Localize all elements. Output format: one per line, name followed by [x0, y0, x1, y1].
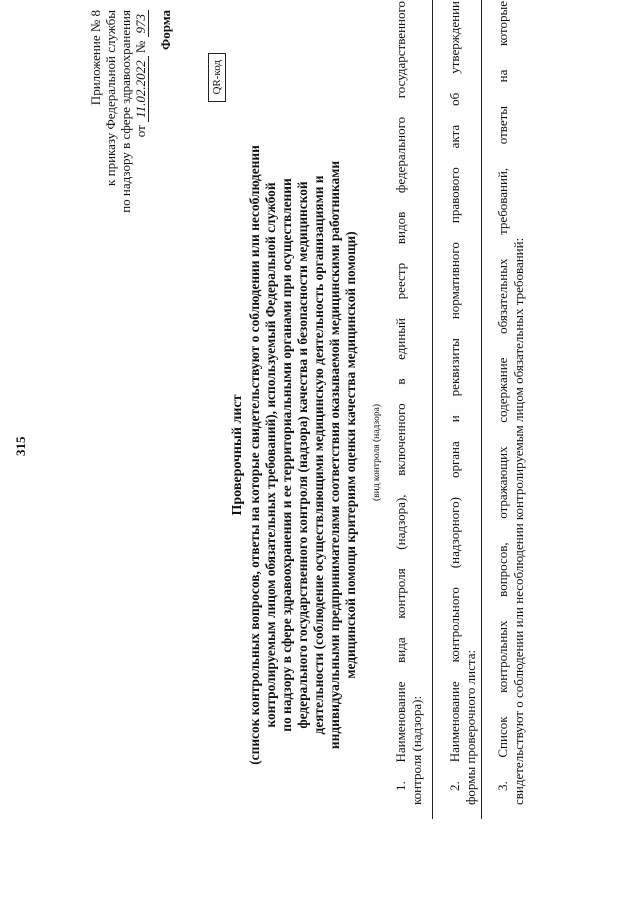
section-2-line-1: 2. Наименование контрольного (надзорного) органа и реквизиты нормативного правового акта об утверждении	[447, 1, 462, 791]
title-heading: Проверочный лист	[230, 394, 245, 516]
title-line: федерального государственного контроля (надзора) качества и безопасности медицинской	[295, 181, 310, 729]
title-line: медицинской помощи критериям оценки качества медицинской помощи)	[343, 231, 358, 679]
appendix-line-2: к приказу Федеральной службы	[103, 10, 118, 186]
section-2	[447, 1, 479, 805]
date-prefix: от	[133, 125, 148, 138]
section-3-line-1: 3. Список контрольных вопросов, отражающих содержание обязательных требований, ответы на которые	[495, 1, 510, 791]
appendix-header	[88, 10, 148, 213]
title-line: деятельности (соблюдение осуществляющими медицинскую деятельность организациями и	[311, 175, 326, 735]
fill-in-line-2	[481, 0, 482, 819]
control-type-caption: (вид контроля (надзора)	[372, 403, 382, 502]
title-line: индивидуальными предпринимателями соответствия оказываемой медицинскими работниками	[327, 160, 342, 750]
section-1	[393, 1, 425, 805]
order-date: 11.02.2022	[133, 56, 149, 122]
section-1-line-1: 1. Наименование вида контроля (надзора), включенного в единый реестр видов федерального государственного	[393, 1, 408, 791]
section-1-line-2: контроля (надзора):	[409, 695, 424, 805]
title-line: (список контрольных вопросов, ответы на которые свидетельствуют о соблюдении или несоблюдении	[247, 145, 262, 765]
appendix-line-3: по надзору в сфере здравоохранения	[118, 10, 133, 213]
fill-in-line-1	[432, 0, 433, 819]
section-3	[495, 1, 527, 805]
page-number: 315	[13, 436, 28, 456]
title-line: по надзору в сфере здравоохранения и ее территориальными органами при осуществлении	[279, 178, 294, 732]
qr-code-box: QR-код	[208, 53, 226, 102]
appendix-date-line	[133, 10, 148, 213]
section-2-line-2: формы проверочного листа:	[463, 649, 478, 805]
title-line: контролируемым лицом обязательных требований), используемый Федеральной службой	[263, 182, 278, 728]
number-prefix: №	[133, 40, 148, 54]
document-title	[230, 45, 359, 865]
form-label: Форма	[158, 10, 173, 50]
section-3-line-2: свидетельствуют о соблюдении или несоблюдении контролируемым лицом обязательных требований:	[511, 237, 526, 805]
order-number: 973	[133, 10, 149, 38]
appendix-line-1: Приложение № 8	[88, 10, 103, 106]
